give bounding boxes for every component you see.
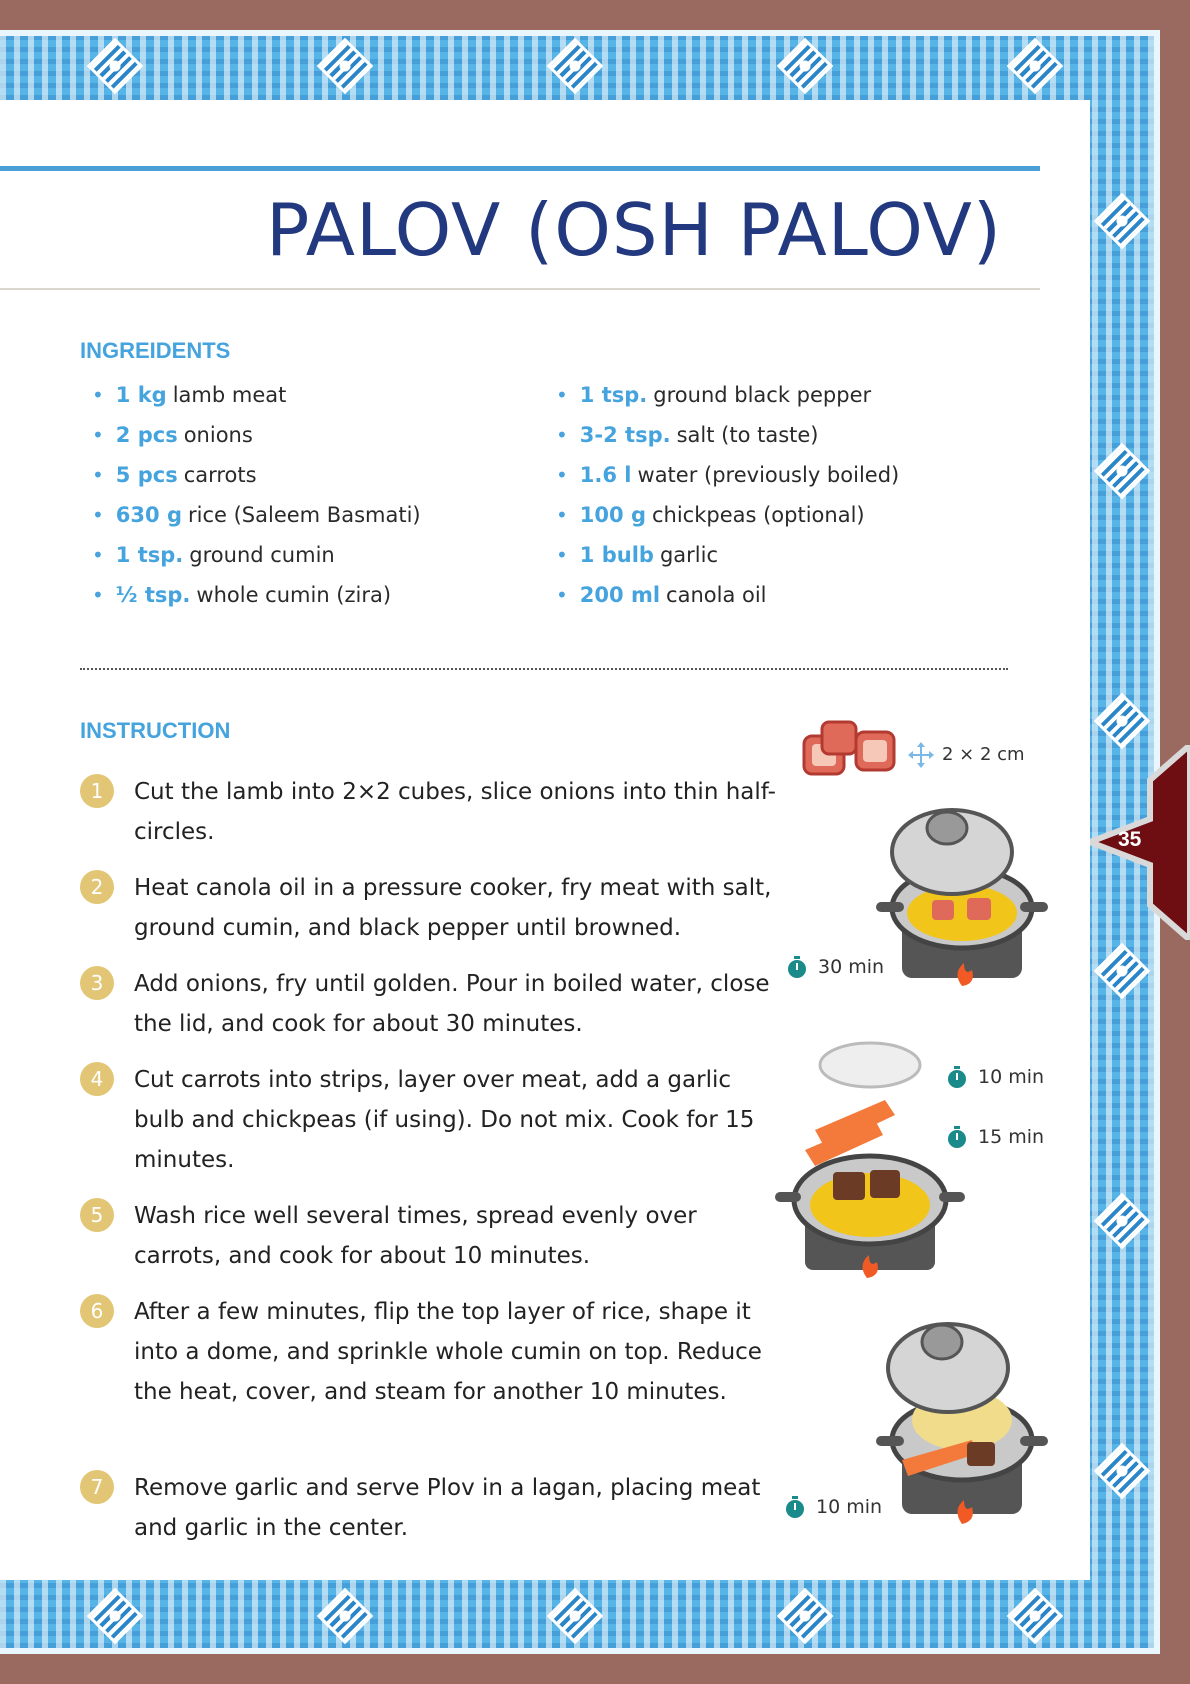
- ingredient-qty: • 1 tsp.: [115, 543, 184, 567]
- step-number: 4: [80, 1062, 114, 1096]
- step-number: 3: [80, 966, 114, 1000]
- step-text: Add onions, fry until golden. Pour in boiled water, close the lid, and cook for about 30 minutes.: [134, 971, 770, 1037]
- page-title: PALOV (OSH PALOV): [265, 188, 1002, 272]
- instruction-step: [80, 772, 784, 852]
- instruction-step: [80, 1196, 784, 1276]
- ingredient-item: [556, 495, 899, 535]
- ingredient-name: lamb meat: [172, 383, 287, 407]
- instruction-heading: INSTRUCTION: [80, 718, 231, 743]
- resize-arrows-icon: [906, 740, 936, 770]
- ornament-icon: [777, 1588, 834, 1645]
- ingredient-qty: • 1.6 l: [579, 463, 632, 487]
- ingredient-item: [556, 455, 899, 495]
- ornament-icon: [1094, 443, 1151, 500]
- step-number: 7: [80, 1470, 114, 1504]
- ornament-icon: [1094, 1193, 1151, 1250]
- ingredient-qty: • 2 pcs: [115, 423, 178, 447]
- ornament-icon: [1094, 193, 1151, 250]
- ingredient-item: [92, 575, 421, 615]
- ingredient-item: [556, 575, 899, 615]
- step-number: 5: [80, 1198, 114, 1232]
- ingredient-name: ground black pepper: [653, 383, 872, 407]
- ingredient-item: [92, 375, 421, 415]
- ingredient-name: garlic: [659, 543, 718, 567]
- cube-size-label: 2 × 2 cm: [942, 744, 1025, 765]
- ingredient-qty: • 100 g: [579, 503, 646, 527]
- ingredient-name: chickpeas (optional): [651, 503, 865, 527]
- step-text: Cut the lamb into 2×2 cubes, slice onions into thin half-circles.: [134, 779, 776, 845]
- step-text: Remove garlic and serve Plov in a lagan, placing meat and garlic in the center.: [134, 1475, 761, 1541]
- timer: [946, 1126, 1044, 1148]
- step-text: Heat canola oil in a pressure cooker, fry meat with salt, ground cumin, and black pepper until browned.: [134, 875, 772, 941]
- ingredient-name: water (previously boiled): [637, 463, 900, 487]
- ornament-icon: [317, 1588, 374, 1645]
- ingredient-item: [556, 375, 899, 415]
- instruction-step: [80, 868, 784, 948]
- ornament-icon: [1007, 38, 1064, 95]
- ornament-icon: [777, 38, 834, 95]
- ornament-icon: [1007, 1588, 1064, 1645]
- pot-with-lid-icon: [872, 808, 1052, 998]
- instruction-step: [80, 964, 784, 1044]
- ingredient-name: salt (to taste): [676, 423, 819, 447]
- ingredient-item: [556, 415, 899, 455]
- stopwatch-icon: [946, 1066, 968, 1088]
- timer: [784, 1496, 882, 1518]
- stopwatch-icon: [786, 956, 808, 978]
- ingredient-qty: • 5 pcs: [115, 463, 178, 487]
- ornament-icon: [547, 38, 604, 95]
- step-number: 1: [80, 774, 114, 808]
- title-rule-top: [0, 166, 1040, 171]
- stopwatch-icon: [946, 1126, 968, 1148]
- ingredient-qty: • 1 bulb: [579, 543, 654, 567]
- ingredients-list-left: [92, 375, 421, 615]
- ingredient-name: whole cumin (zira): [196, 583, 392, 607]
- pot-layers-icon: [775, 1040, 965, 1290]
- step-text: Cut carrots into strips, layer over meat, add a garlic bulb and chickpeas (if using). Do not mix. Cook for 15 minutes.: [134, 1067, 755, 1173]
- ornament-icon: [1094, 693, 1151, 750]
- ingredient-qty: • 3-2 tsp.: [579, 423, 671, 447]
- ingredient-item: [92, 535, 421, 575]
- instruction-step: [80, 1060, 784, 1180]
- timer-label: 10 min: [816, 1496, 883, 1518]
- ingredient-qty: • 630 g: [115, 503, 182, 527]
- instruction-step: [80, 1468, 784, 1548]
- stopwatch-icon: [784, 1496, 806, 1518]
- ingredient-name: carrots: [183, 463, 257, 487]
- ingredient-qty: • 1 kg: [115, 383, 167, 407]
- ingredients-heading: INGREIDENTS: [80, 338, 231, 363]
- meat-cubes-icon: [800, 718, 900, 780]
- timer-label: 15 min: [978, 1126, 1045, 1148]
- ingredient-qty: • ½ tsp.: [115, 583, 191, 607]
- page-number: 35: [1118, 828, 1142, 851]
- ornament-icon: [1094, 943, 1151, 1000]
- ornament-icon: [317, 38, 374, 95]
- instruction-step: [80, 1292, 784, 1412]
- ingredient-qty: • 200 ml: [579, 583, 661, 607]
- ornament-icon: [87, 38, 144, 95]
- timer-label: 10 min: [978, 1066, 1045, 1088]
- ingredient-name: canola oil: [666, 583, 767, 607]
- ingredient-name: rice (Saleem Basmati): [187, 503, 421, 527]
- pot-finished-icon: [872, 1320, 1052, 1530]
- step-number: 6: [80, 1294, 114, 1328]
- ornament-icon: [87, 1588, 144, 1645]
- ingredient-item: [556, 535, 899, 575]
- step-text: After a few minutes, flip the top layer of rice, shape it into a dome, and sprinkle whole cumin on top. Reduce the heat, cover, and steam for another 10 minutes.: [134, 1299, 762, 1405]
- ornament-row-top: [0, 36, 1150, 96]
- step-text: Wash rice well several times, spread evenly over carrots, and cook for about 10 minutes.: [134, 1203, 697, 1269]
- ingredient-name: onions: [183, 423, 253, 447]
- timer: [946, 1066, 1044, 1088]
- ingredient-name: ground cumin: [189, 543, 335, 567]
- timer-label: 30 min: [818, 956, 885, 978]
- ornament-icon: [547, 1588, 604, 1645]
- section-divider: [80, 668, 1008, 670]
- timer: [786, 956, 884, 978]
- title-rule-bottom: [0, 288, 1040, 290]
- ingredients-list-right: [556, 375, 899, 615]
- ornament-icon: [1094, 1443, 1151, 1500]
- step-number: 2: [80, 870, 114, 904]
- ingredient-item: [92, 415, 421, 455]
- ingredient-qty: • 1 tsp.: [579, 383, 648, 407]
- ingredient-item: [92, 455, 421, 495]
- ornament-row-bottom: [0, 1586, 1150, 1646]
- ingredient-item: [92, 495, 421, 535]
